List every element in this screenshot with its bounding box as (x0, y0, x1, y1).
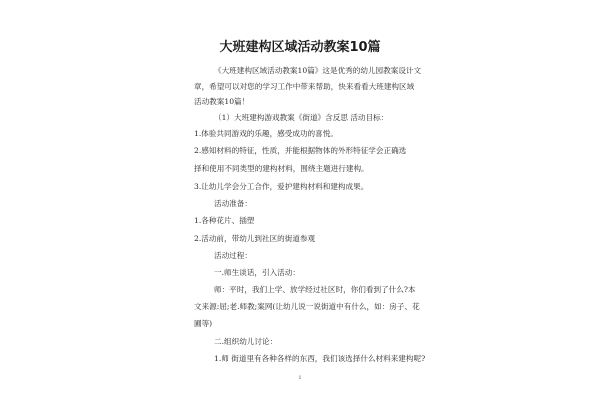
intro-line: 活动教案10篇！ (194, 97, 250, 106)
step-line: 文来源:屈;老.师教;案网(让幼儿说一说街道中有什么，如：房子、花 (194, 302, 420, 311)
goal-item: 1.体验共同游戏的乐趣，感受成功的喜悦。 (194, 129, 338, 138)
goal-item: 择和使用不同类型的建构材料，围绕主题进行建构。 (194, 164, 369, 173)
process-heading: 活动过程： (214, 251, 252, 260)
intro-line: 《大班建构区域活动教案10篇》这是优秀的幼儿园教案设计文 (214, 66, 422, 75)
prep-item: 1.各种花片、插塑 (194, 216, 255, 225)
step-heading: 二.组织幼儿讨论： (214, 337, 278, 346)
section-heading: （1）大班建构游戏教案《街道》含反思 活动目标： (214, 113, 389, 122)
step-line: 1.师 街道里有各种各样的东西，我们该选择什么材料来建构呢? (214, 354, 426, 363)
step-heading: 一.师生谈话，引入活动： (214, 268, 300, 277)
goal-item: 3.让幼儿学会分工合作，爱护建构材料和建构成果。 (194, 182, 369, 191)
step-line: 圃等) (194, 319, 213, 328)
document-title: 大班建构区域活动教案10篇 (219, 40, 381, 55)
prep-item: 2.活动前，带幼儿到社区的街道参观 (194, 234, 316, 243)
page-number: 1 (298, 375, 302, 381)
prep-heading: 活动准备： (214, 199, 252, 208)
step-line: 师：平时，我们上学、放学经过社区时，你们看到了什么?本 (214, 285, 416, 294)
goal-item: 2.感知材料的特征，性质，并能根据物体的外形特征学会正确选 (194, 146, 407, 155)
intro-line: 章，希望可以对您的学习工作中带来帮助，快来看看大班建构区域 (194, 82, 415, 91)
